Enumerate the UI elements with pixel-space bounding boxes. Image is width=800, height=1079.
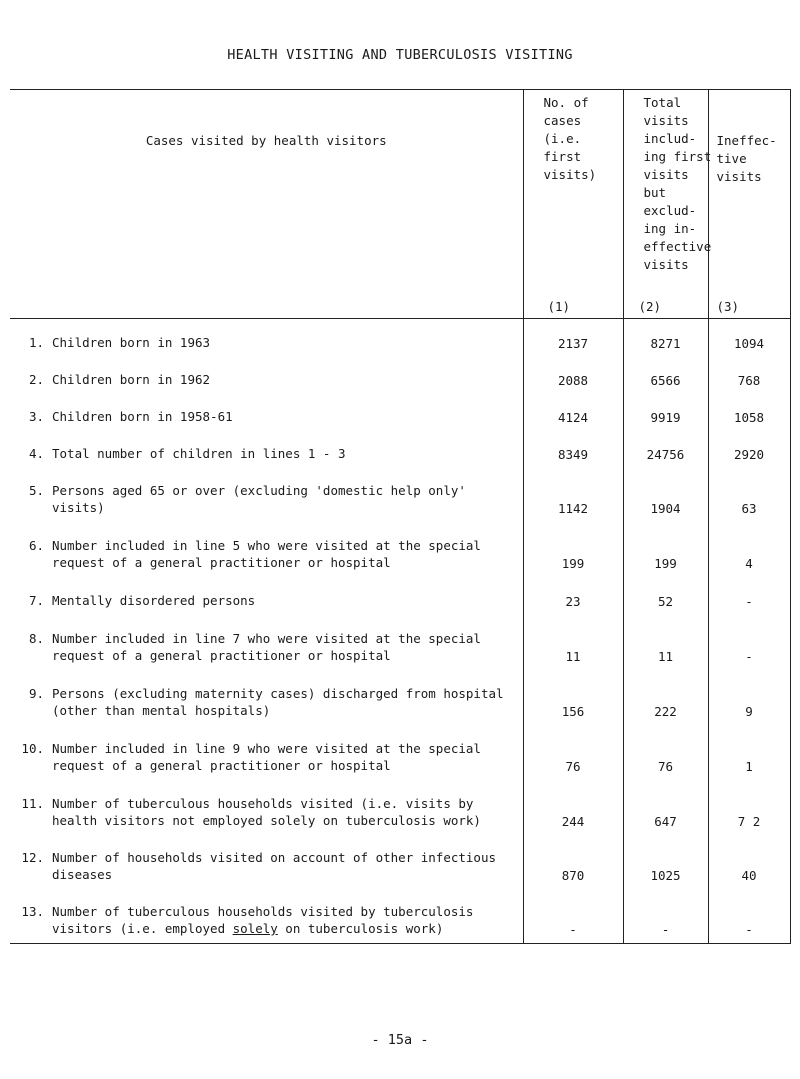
cell-total-visits: 222 (623, 670, 708, 725)
cell-total-visits: 11 (623, 615, 708, 670)
cell-first-visits: 870 (523, 835, 623, 889)
header-first-visits-label: No. of cases (i.e. first visits) (543, 95, 597, 182)
table-row (10, 615, 790, 670)
row-label: Number of tuberculous households visited (i.e. visits by health visitors not employed solely on tuberculosis work) (52, 795, 481, 828)
header-description-label: Cases visited by health visitors (145, 133, 387, 148)
cell-total-visits: 1025 (623, 835, 708, 889)
cell-ineffective-visits: 1094 (708, 319, 790, 357)
cell-total-visits: 6566 (623, 357, 708, 394)
cell-first-visits: 156 (523, 670, 623, 725)
row-label-part: Number of tuberculous households visited by tuberculosis visitors (i.e. employed (52, 904, 474, 936)
row-number: 10. (21, 740, 44, 756)
row-label: Children born in 1962 (52, 371, 211, 387)
row-label (52, 903, 523, 937)
cell-total-visits: 647 (623, 780, 708, 835)
row-label: Total number of children in lines 1 - 3 (52, 445, 346, 461)
cell-total-visits: 199 (623, 522, 708, 577)
cell-ineffective-visits: 7 2 (708, 780, 790, 835)
cell-ineffective-visits: 1 (708, 725, 790, 780)
header-total-visits-label: Total visits includ- ing first visits but exclud- ing in- effective visits (643, 95, 712, 272)
table-row (10, 431, 790, 468)
row-number: 9. (28, 685, 44, 701)
cell-total-visits: 24756 (623, 431, 708, 468)
cell-first-visits: - (523, 889, 623, 944)
row-label: Number included in line 5 who were visited at the special request of a general practitioner or hospital (52, 537, 481, 570)
cell-ineffective-visits: - (708, 889, 790, 944)
visits-table (10, 89, 791, 944)
cell-first-visits: 199 (523, 522, 623, 577)
cell-total-visits: 1904 (623, 468, 708, 522)
cell-total-visits: 9919 (623, 394, 708, 431)
row-label: Children born in 1963 (52, 334, 211, 350)
header-col-number-3: (3) (716, 299, 740, 314)
cell-total-visits: - (623, 889, 708, 944)
cell-first-visits: 244 (523, 780, 623, 835)
row-label: Persons (excluding maternity cases) discharged from hospital (other than mental hospitals) (52, 685, 504, 718)
cell-total-visits: 76 (623, 725, 708, 780)
table-row (10, 468, 790, 522)
table-row (10, 522, 790, 577)
table-row (10, 319, 790, 357)
cell-ineffective-visits: - (708, 615, 790, 670)
table-row (10, 780, 790, 835)
row-label: Persons aged 65 or over (excluding 'domestic help only' visits) (52, 482, 466, 515)
cell-ineffective-visits: 2920 (708, 431, 790, 468)
header-first-visits (523, 90, 623, 319)
table-row (10, 577, 790, 615)
header-ineffective-visits (708, 90, 790, 319)
table-header-row (10, 90, 790, 319)
page-title: HEALTH VISITING AND TUBERCULOSIS VISITING (227, 47, 573, 63)
table-row (10, 670, 790, 725)
row-label: Number included in line 9 who were visited at the special request of a general practitioner or hospital (52, 740, 481, 773)
row-number: 7. (28, 592, 44, 608)
row-number: 2. (28, 371, 44, 387)
row-number: 4. (28, 445, 44, 461)
table-row (10, 394, 790, 431)
table-row (10, 835, 790, 889)
cell-ineffective-visits: 4 (708, 522, 790, 577)
cell-ineffective-visits: 768 (708, 357, 790, 394)
cell-first-visits: 1142 (523, 468, 623, 522)
cell-ineffective-visits: 9 (708, 670, 790, 725)
row-number: 11. (21, 795, 44, 811)
row-number: 12. (21, 849, 44, 865)
cell-ineffective-visits: - (708, 577, 790, 615)
row-label-emphasis: solely (232, 921, 278, 936)
header-col-number-1: (1) (547, 299, 571, 314)
cell-ineffective-visits: 63 (708, 468, 790, 522)
page-number: - 15a - (371, 1032, 429, 1048)
row-number: 13. (21, 904, 44, 919)
row-label: Mentally disordered persons (52, 592, 256, 608)
header-ineffective-visits-label: Ineffec- tive visits (716, 133, 777, 184)
table-row (10, 889, 790, 944)
cell-first-visits: 8349 (523, 431, 623, 468)
header-col-number-2: (2) (638, 299, 662, 314)
row-label: Number of households visited on account of other infectious diseases (52, 849, 497, 882)
cell-first-visits: 76 (523, 725, 623, 780)
cell-first-visits: 2088 (523, 357, 623, 394)
row-label-part: on tuberculosis work) (277, 921, 444, 936)
cell-ineffective-visits: 1058 (708, 394, 790, 431)
row-label: Number included in line 7 who were visited at the special request of a general practitioner or hospital (52, 630, 481, 663)
row-number: 6. (28, 537, 44, 553)
cell-ineffective-visits: 40 (708, 835, 790, 889)
header-description (10, 90, 523, 319)
header-total-visits (623, 90, 712, 319)
row-label: Children born in 1958-61 (52, 408, 233, 424)
row-number: 8. (28, 630, 44, 646)
row-number: 1. (28, 334, 44, 350)
row-number: 5. (28, 482, 44, 498)
cell-first-visits: 2137 (523, 319, 623, 357)
table-row (10, 357, 790, 394)
cell-first-visits: 4124 (523, 394, 623, 431)
table-row (10, 725, 790, 780)
cell-first-visits: 23 (523, 577, 623, 615)
row-number: 3. (28, 408, 44, 424)
cell-first-visits: 11 (523, 615, 623, 670)
cell-total-visits: 8271 (623, 319, 708, 357)
cell-total-visits: 52 (623, 577, 708, 615)
